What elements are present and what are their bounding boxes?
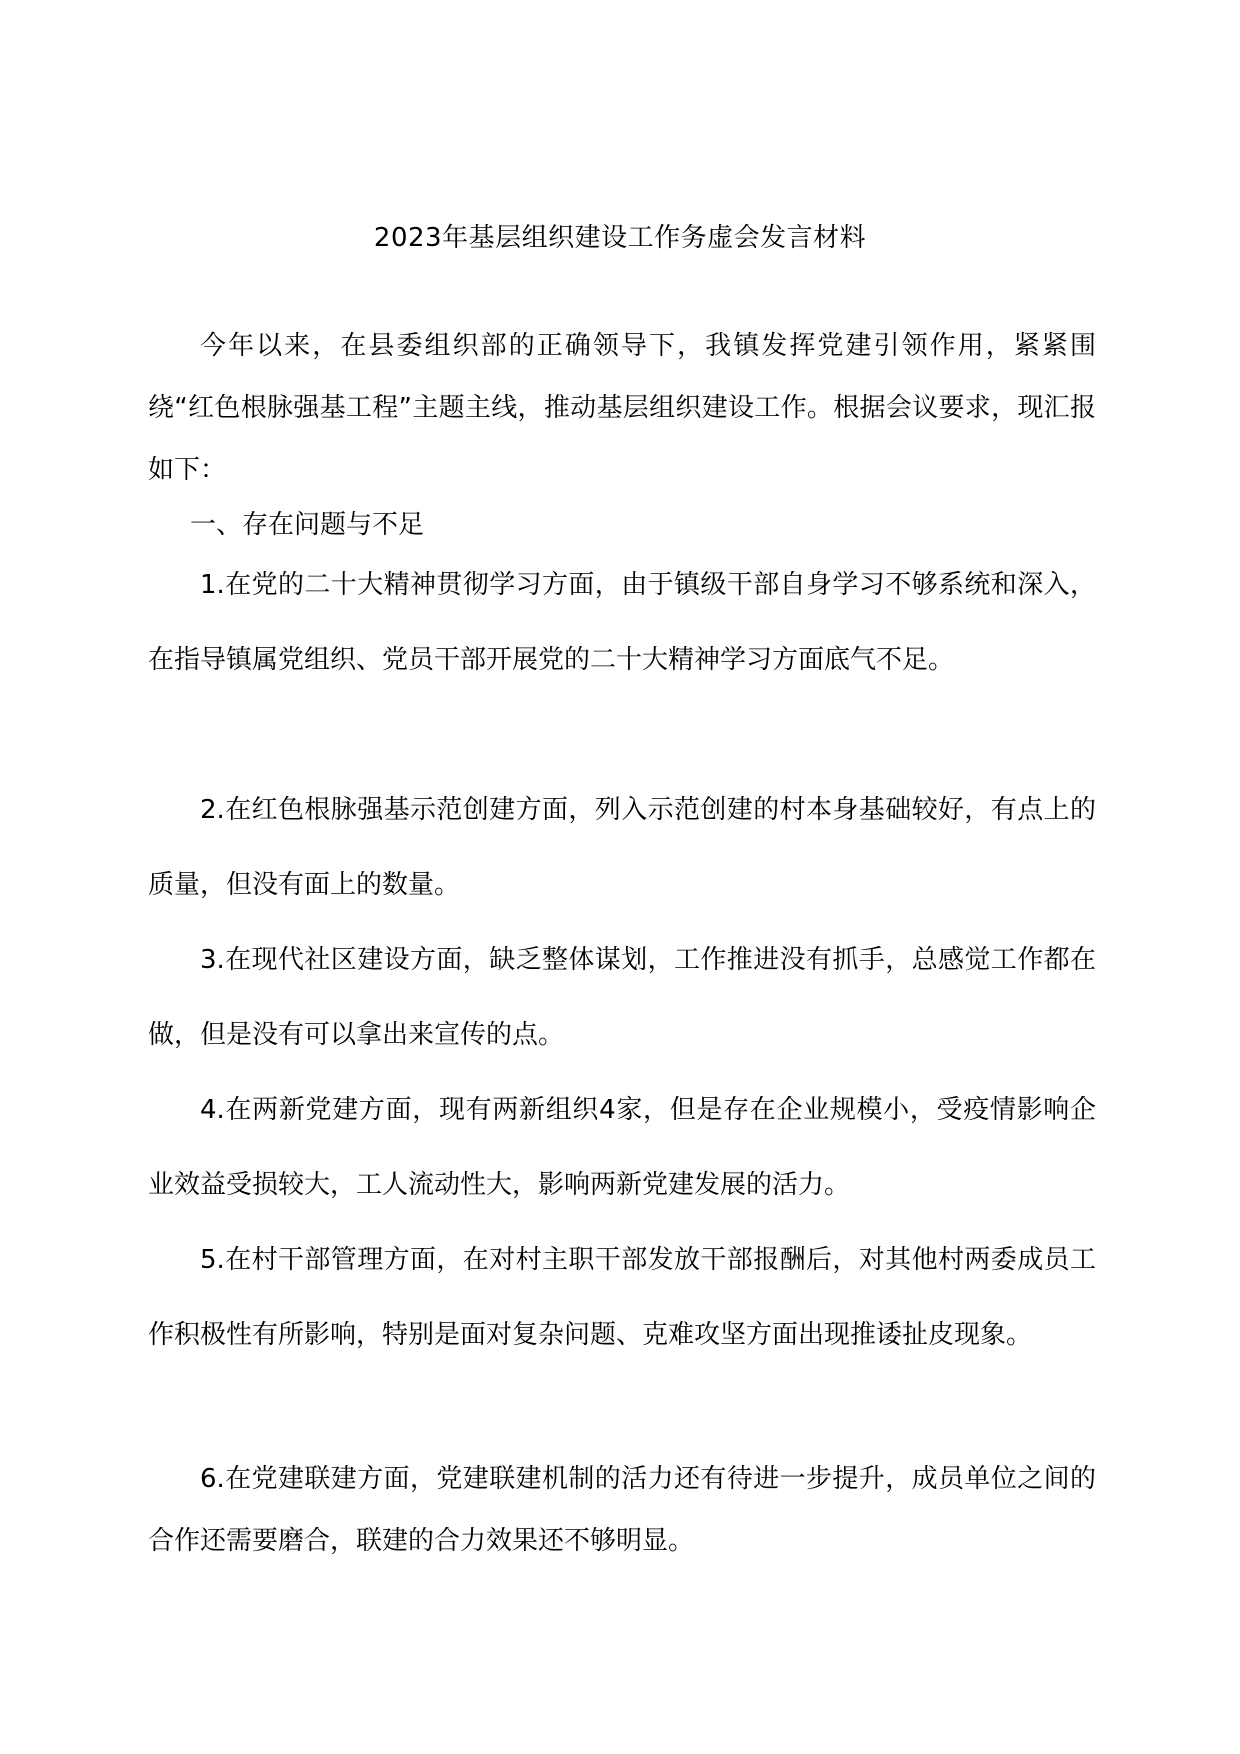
document-title: 2023年基层组织建设工作务虚会发言材料 [373,223,867,253]
problem-item-1: 1.在党的二十大精神贯彻学习方面，由于镇级干部自身学习不够系统和深入，在指导镇属党组织、党员干部开展党的二十大精神学习方面底气不足。 [148,570,1096,675]
section-heading-problems: 一、存在问题与不足 [190,510,425,540]
problem-item-5: 5.在村干部管理方面，在对村主职干部发放干部报酬后，对其他村两委成员工作积极性有所影响，特别是面对复杂问题、克难攻坚方面出现推诿扯皮现象。 [148,1245,1096,1350]
problem-item-4: 4.在两新党建方面，现有两新组织4家，但是存在企业规模小，受疫情影响企业效益受损较大，工人流动性大，影响两新党建发展的活力。 [148,1095,1096,1200]
problem-item-3: 3.在现代社区建设方面，缺乏整体谋划，工作推进没有抓手，总感觉工作都在做，但是没有可以拿出来宣传的点。 [148,945,1096,1050]
intro-paragraph: 今年以来，在县委组织部的正确领导下，我镇发挥党建引领作用，紧紧围绕“红色根脉强基工程”主题主线，推动基层组织建设工作。根据会议要求，现汇报如下： [148,331,1096,485]
problem-item-6: 6.在党建联建方面，党建联建机制的活力还有待进一步提升，成员单位之间的合作还需要磨合，联建的合力效果还不够明显。 [148,1464,1096,1556]
problem-item-2: 2.在红色根脉强基示范创建方面，列入示范创建的村本身基础较好，有点上的质量，但没有面上的数量。 [148,795,1096,900]
